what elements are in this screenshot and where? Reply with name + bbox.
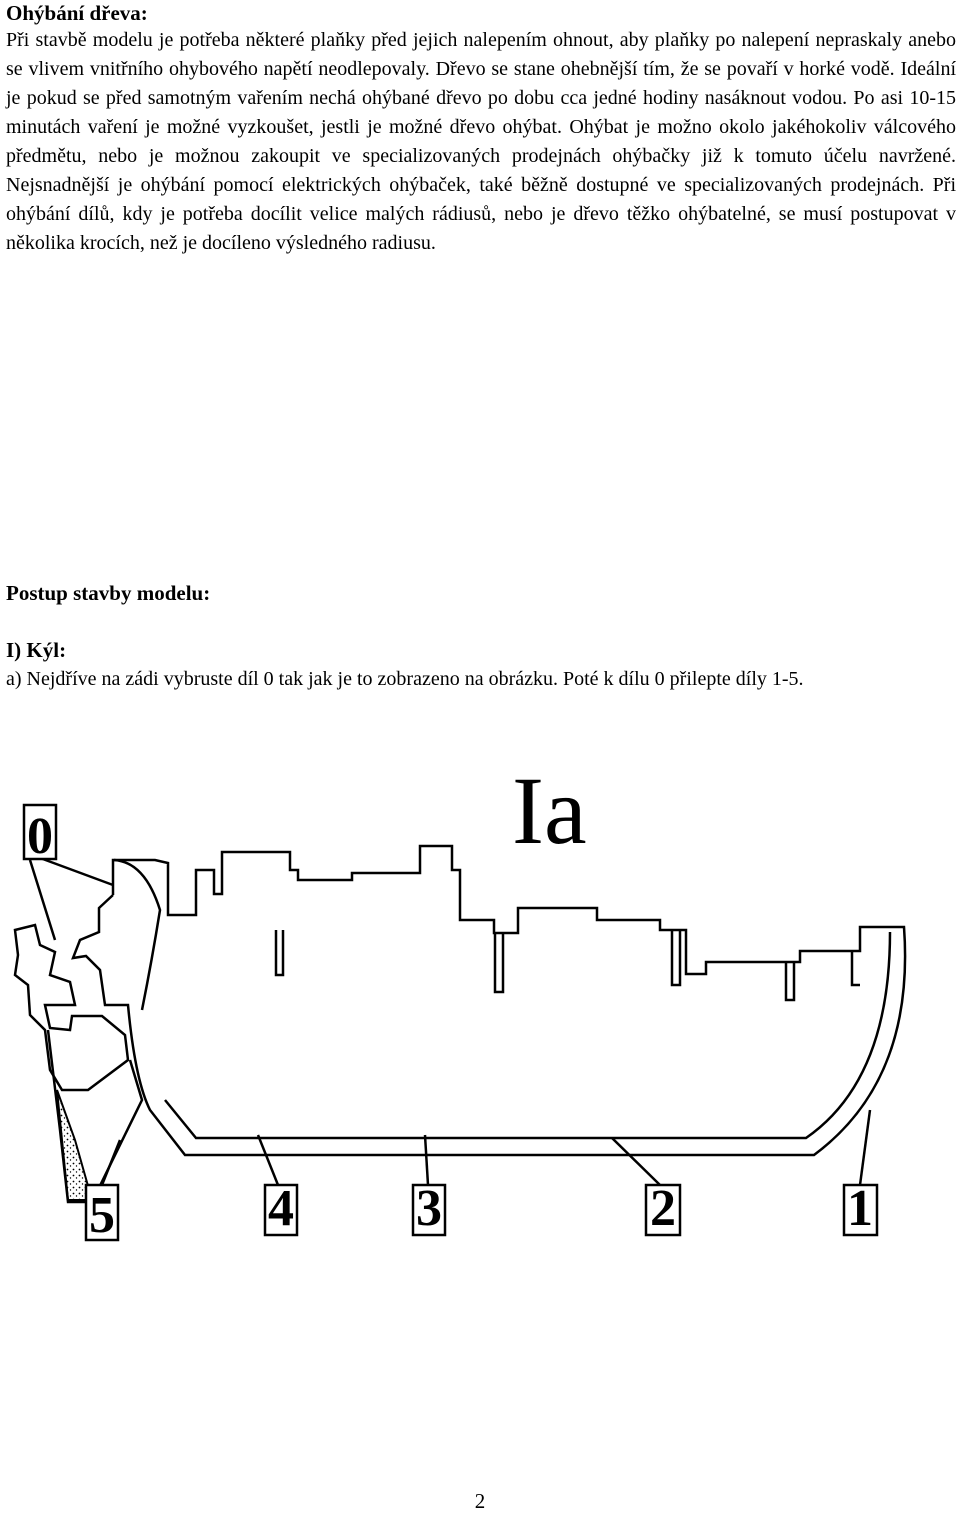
label-0: 0	[27, 808, 53, 865]
section-heading-keel: I) Kýl:	[6, 638, 67, 662]
section-heading-procedure: Postup stavby modelu:	[6, 581, 211, 605]
paragraph-keel-step-a: a) Nejdříve na zádi vybruste díl 0 tak jak je to zobrazeno na obrázku. Poté k dílu 0 přilepte díly 1-5.	[6, 668, 804, 690]
leader-line-1	[860, 1110, 870, 1185]
leader-line-3	[425, 1135, 428, 1185]
keel-outer-outline	[73, 846, 905, 1155]
keel-slot	[495, 933, 503, 992]
leader-line-0	[30, 860, 55, 940]
label-5: 5	[89, 1187, 115, 1244]
label-3: 3	[416, 1180, 442, 1237]
section-heading-bending: Ohýbání dřeva:	[6, 1, 148, 25]
stern-part-0	[15, 925, 128, 1090]
label-4: 4	[268, 1180, 294, 1237]
leader-line-2	[612, 1138, 660, 1185]
keel-assembly-diagram	[0, 760, 960, 1260]
label-1: 1	[847, 1180, 873, 1237]
keel-slot	[786, 962, 794, 1000]
paragraph-bending: Při stavbě modelu je potřeba některé plaňky před jejich nalepením ohnout, aby plaňky po nalepení nepraskaly anebo se vlivem vnitřního ohybového napětí neodlepovaly. Dřevo se stane ohebnější tím, že se povaří v horké vodě. Ideální je pokud se před samotným vařením nechá ohýbané dřevo po dobu cca jedné hodiny nasáknout vodou. Po asi 10-15 minutách vaření je možné vyzkoušet, jestli je možné dřevo ohýbat. Ohýbat je možno okolo jakéhokoliv válcového předmětu, nebo je možnou zakoupit ve specializovaných prodejnách ohýbačky již k tomuto účelu navržené. Nejsnadnější je ohýbání pomocí elektrických ohýbaček, také běžně dostupné ve specializovaných prodejnách. Při ohýbání dílů, kdy je potřeba docílit velice malých rádiusů, nebo je dřevo těžko ohýbatelné, se musí postupovat v několika krocích, než je docíleno výsledného radiusu.	[6, 29, 956, 254]
part-5-fill	[57, 1090, 92, 1200]
page-number: 2	[474, 1489, 486, 1513]
stern-curve	[114, 860, 160, 1010]
keel-slot	[276, 930, 283, 975]
figure-title: Ia	[512, 760, 587, 864]
keel-slot	[852, 951, 860, 985]
keel-slot	[672, 930, 680, 985]
label-2: 2	[650, 1180, 676, 1237]
leader-line-4	[258, 1135, 278, 1185]
leader-line-5	[102, 1140, 120, 1185]
